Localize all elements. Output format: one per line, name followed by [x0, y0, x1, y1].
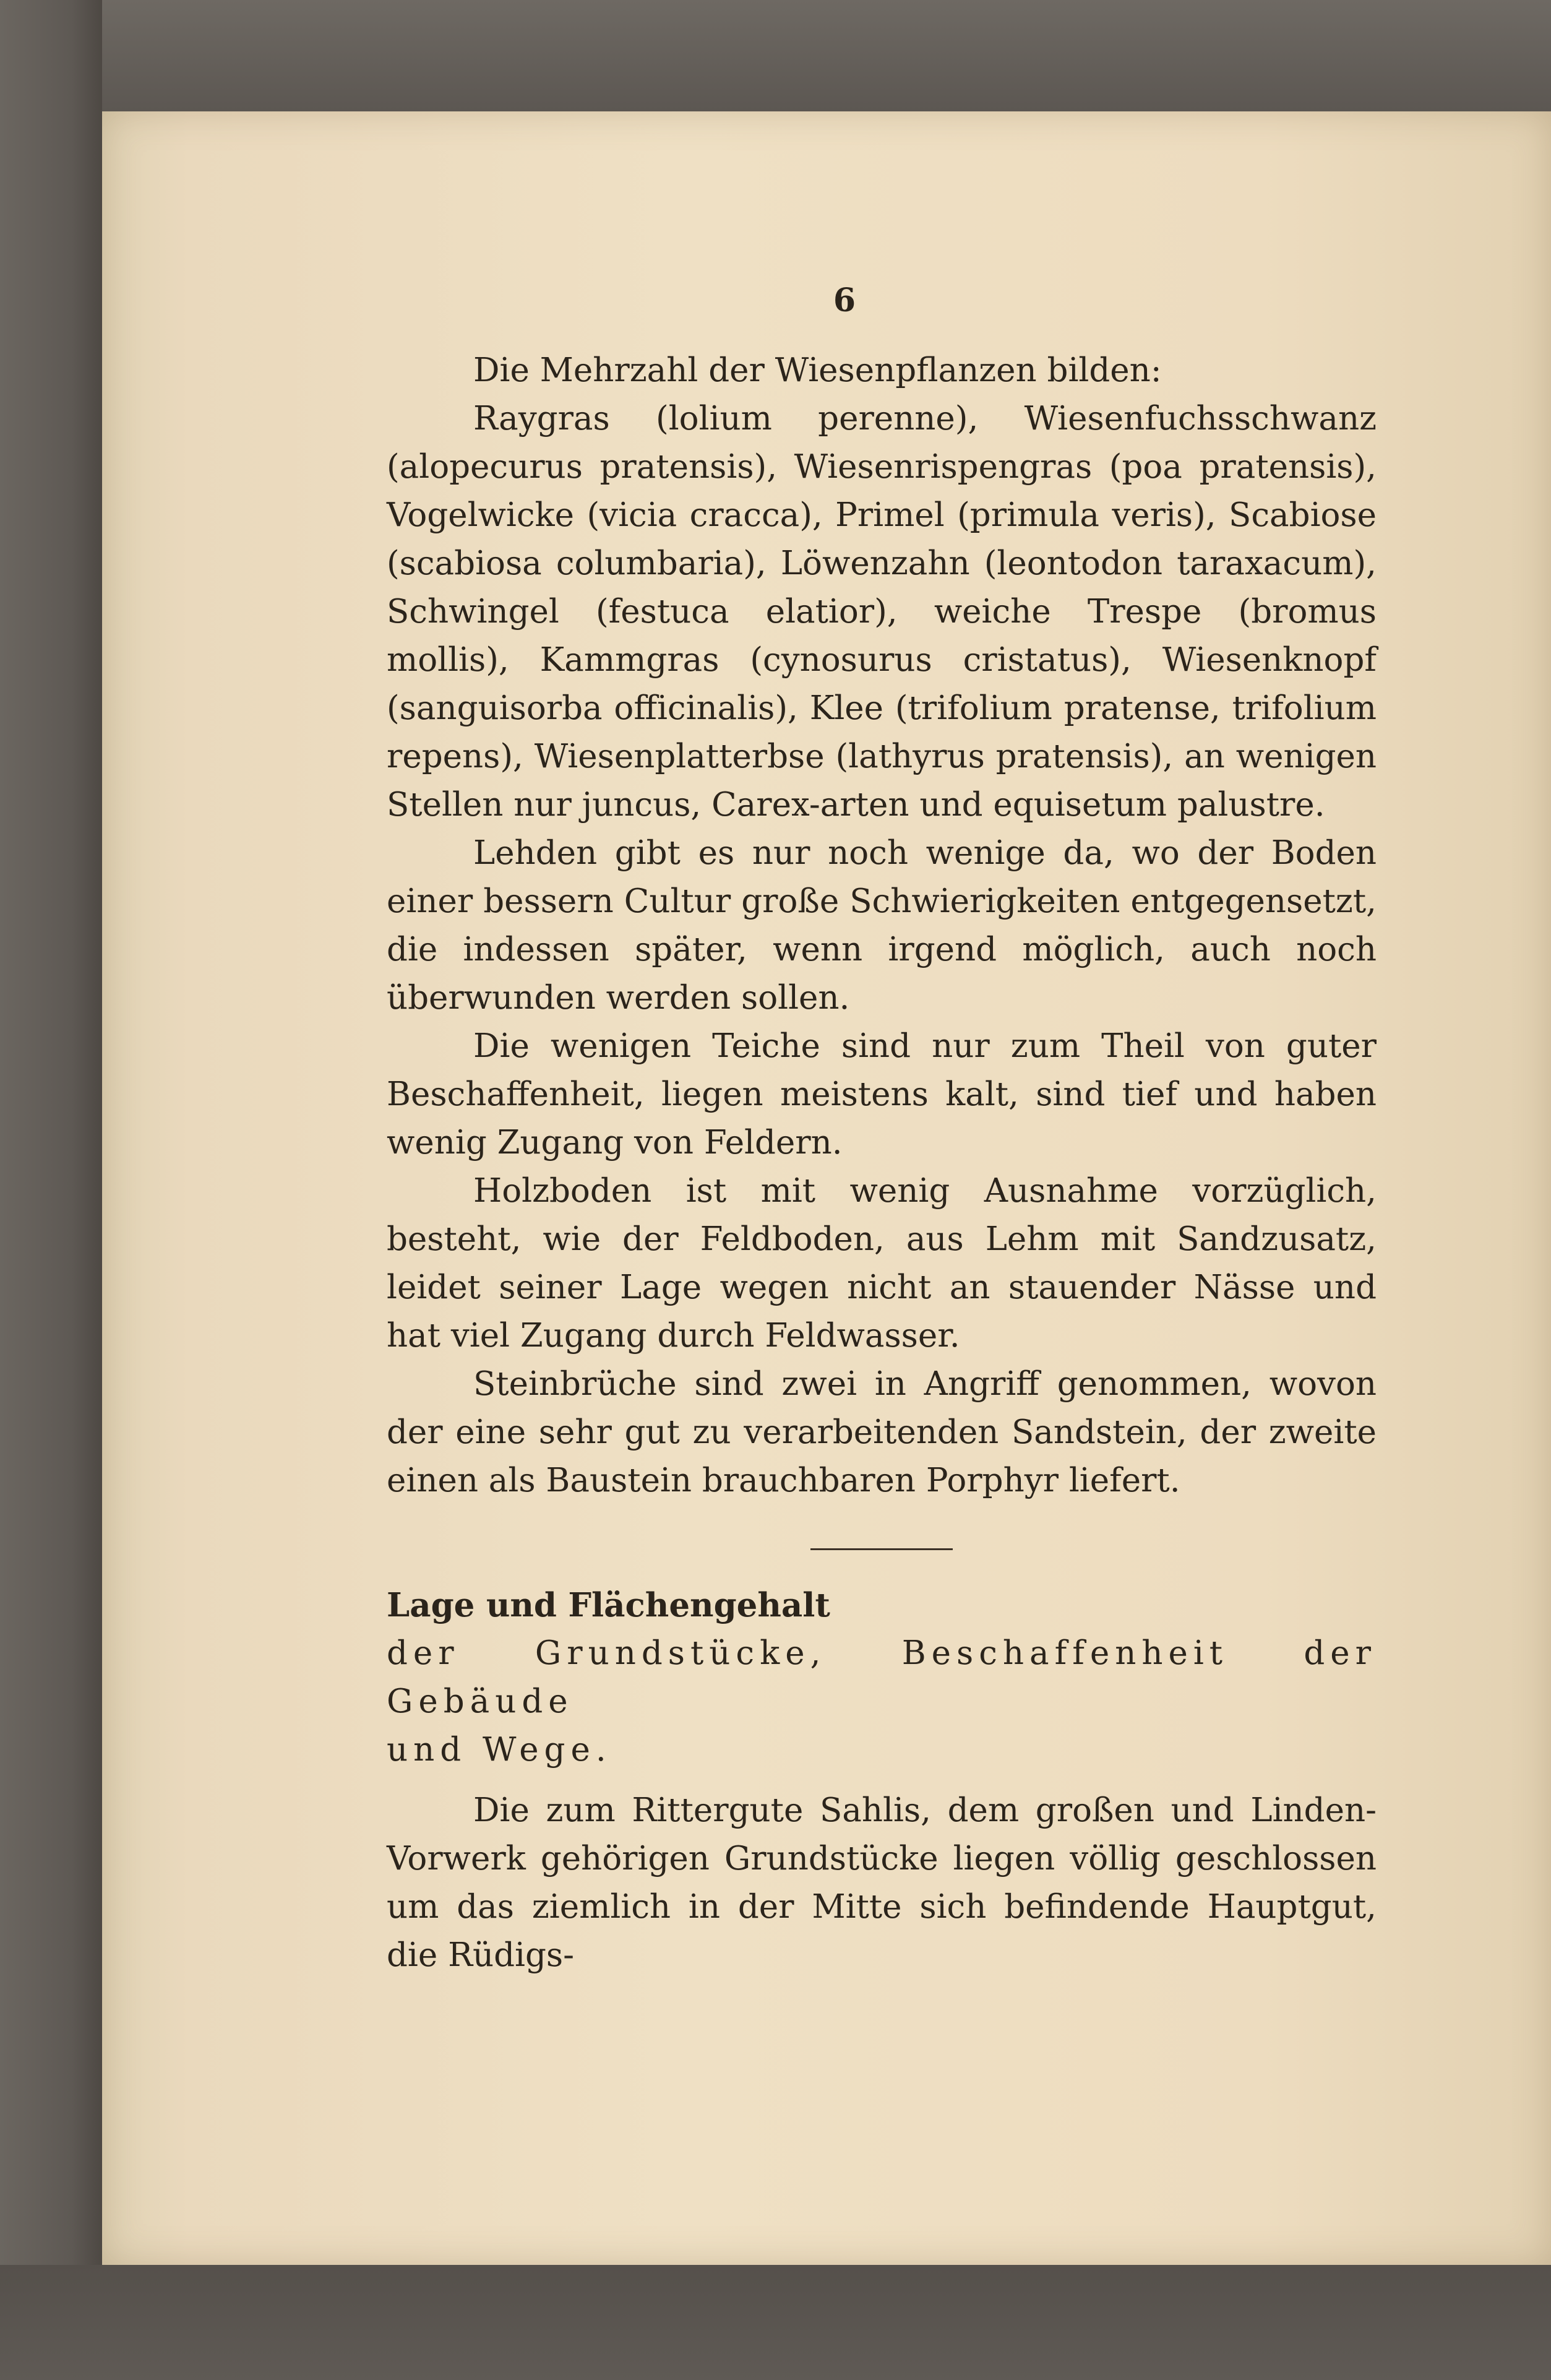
book-page	[102, 111, 1551, 2265]
paragraph-plant-list: Raygras (lolium perenne), Wiesenfuchsschwanz (alopecurus pratensis), Wiesenrispengras (poa pratensis), Vogelwicke (vicia cracca), Primel (primula veris), Scabiose (scabiosa columbaria), Löwenzahn (leontodon taraxacum), Schwingel (festuca elatior), weiche Trespe (bromus mollis), Kammgras (cynosurus cristatus), Wiesenknopf (sanguisorba officinalis), Klee (trifolium pratense, trifolium repens), Wiesenplatterbse (lathyrus pratensis), an wenigen Stellen nur juncus, Carex-arten und equisetum palustre.	[387, 400, 1377, 824]
page-number: 6	[833, 282, 856, 319]
scan-background-bottom	[0, 2265, 1551, 2380]
paragraph-section-intro: Die zum Rittergute Sahlis, dem großen und Linden-Vorwerk gehörigen Grundstücke liegen völlig geschlossen um das ziemlich in der Mitte sich befindende Hauptgut, die Rüdigs-	[387, 1791, 1377, 1974]
paragraph-teiche: Die wenigen Teiche sind nur zum Theil von guter Beschaffenheit, liegen meistens kalt, sind tief und haben wenig Zugang von Feldern.	[387, 1027, 1377, 1162]
section-subheading-line2: und Wege.	[387, 1731, 612, 1769]
section-subheading-line1: der Grundstücke, Beschaffenheit der Gebäude	[387, 1634, 1377, 1720]
paragraph-lehden: Lehden gibt es nur noch wenige da, wo der Boden einer bessern Cultur große Schwierigkeiten entgegensetzt, die indessen später, wenn irgend möglich, auch noch überwunden werden sollen.	[387, 834, 1377, 1017]
section-heading: Lage und Flächengehalt	[387, 1586, 830, 1624]
scan-background-left	[0, 0, 102, 2380]
paragraph-intro: Die Mehrzahl der Wiesenpflanzen bilden:	[473, 351, 1162, 389]
scan-background-top	[0, 0, 1551, 111]
page-body	[387, 347, 1377, 1980]
paragraph-steinbrueche: Steinbrüche sind zwei in Angriff genommen, wovon der eine sehr gut zu verarbeitenden Sandstein, der zweite einen als Baustein brauchbaren Porphyr liefert.	[387, 1365, 1377, 1499]
section-divider	[810, 1548, 953, 1550]
paragraph-holzboden: Holzboden ist mit wenig Ausnahme vorzüglich, besteht, wie der Feldboden, aus Lehm mit Sandzusatz, leidet seiner Lage wegen nicht an stauender Nässe und hat viel Zugang durch Feldwasser.	[387, 1172, 1377, 1355]
